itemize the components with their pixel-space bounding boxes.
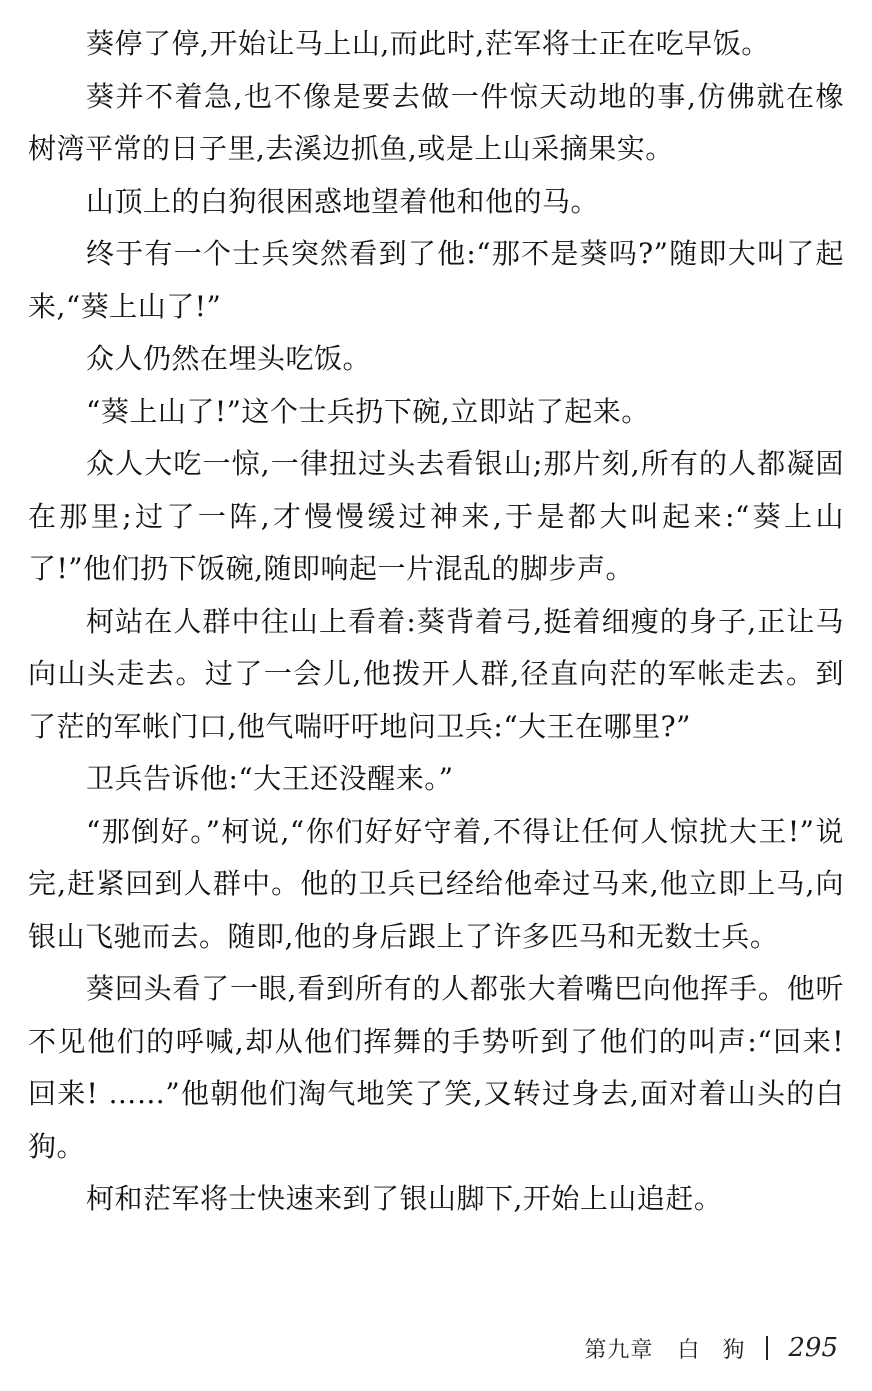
footer-divider	[766, 1336, 768, 1360]
page-body	[28, 18, 844, 1226]
paragraph-9: 卫兵告诉他:“大王还没醒来。”	[86, 762, 454, 795]
chapter-title: 白 狗	[677, 1337, 753, 1363]
paragraph-6: “葵上山了!”这个士兵扔下碗,立即站了起来。	[86, 394, 650, 428]
paragraph-5: 众人仍然在埋头吃饭。	[86, 342, 372, 375]
paragraph-8: 柯站在人群中往山上看着:葵背着弓,挺着细瘦的身子,正让马向山头走去。过了一会儿,他拨开人群,径直向茫的军帐走去。到了茫的军帐门口,他气喘吁吁地问卫兵:“大王在哪里?”	[28, 604, 844, 743]
paragraph-10: “那倒好。”柯说,“你们好好守着,不得让任何人惊扰大王!”说完,赶紧回到人群中。他的卫兵已经给他牵过马来,他立即上马,向银山飞驰而去。随即,他的身后跟上了许多匹马和无数士兵。	[28, 814, 844, 953]
paragraph-3: 山顶上的白狗很困惑地望着他和他的马。	[86, 184, 600, 218]
paragraph-4: 终于有一个士兵突然看到了他:“那不是葵吗?”随即大叫了起来,“葵上山了!”	[28, 237, 844, 323]
paragraph-2: 葵并不着急,也不像是要去做一件惊天动地的事,仿佛就在橡树湾平常的日子里,去溪边抓鱼,或是上山采摘果实。	[28, 79, 844, 165]
page-footer	[584, 1328, 838, 1368]
paragraph-7: 众人大吃一惊,一律扭过头去看银山;那片刻,所有的人都凝固在那里;过了一阵,才慢慢缓过神来,于是都大叫起来:“葵上山了!”他们扔下饭碗,随即响起一片混乱的脚步声。	[28, 447, 844, 585]
paragraph-11: 葵回头看了一眼,看到所有的人都张大着嘴巴向他挥手。他听不见他们的呼喊,却从他们挥舞的手势听到了他们的叫声:“回来! 回来! ……”他朝他们淘气地笑了笑,又转过身去,面对着山头的白狗。	[28, 972, 844, 1163]
paragraph-12: 柯和茫军将士快速来到了银山脚下,开始上山追赶。	[86, 1182, 723, 1215]
page-number: 295	[788, 1333, 838, 1363]
chapter-label: 第九章	[584, 1337, 654, 1363]
paragraph-1: 葵停了停,开始让马上山,而此时,茫军将士正在吃早饭。	[86, 27, 770, 60]
